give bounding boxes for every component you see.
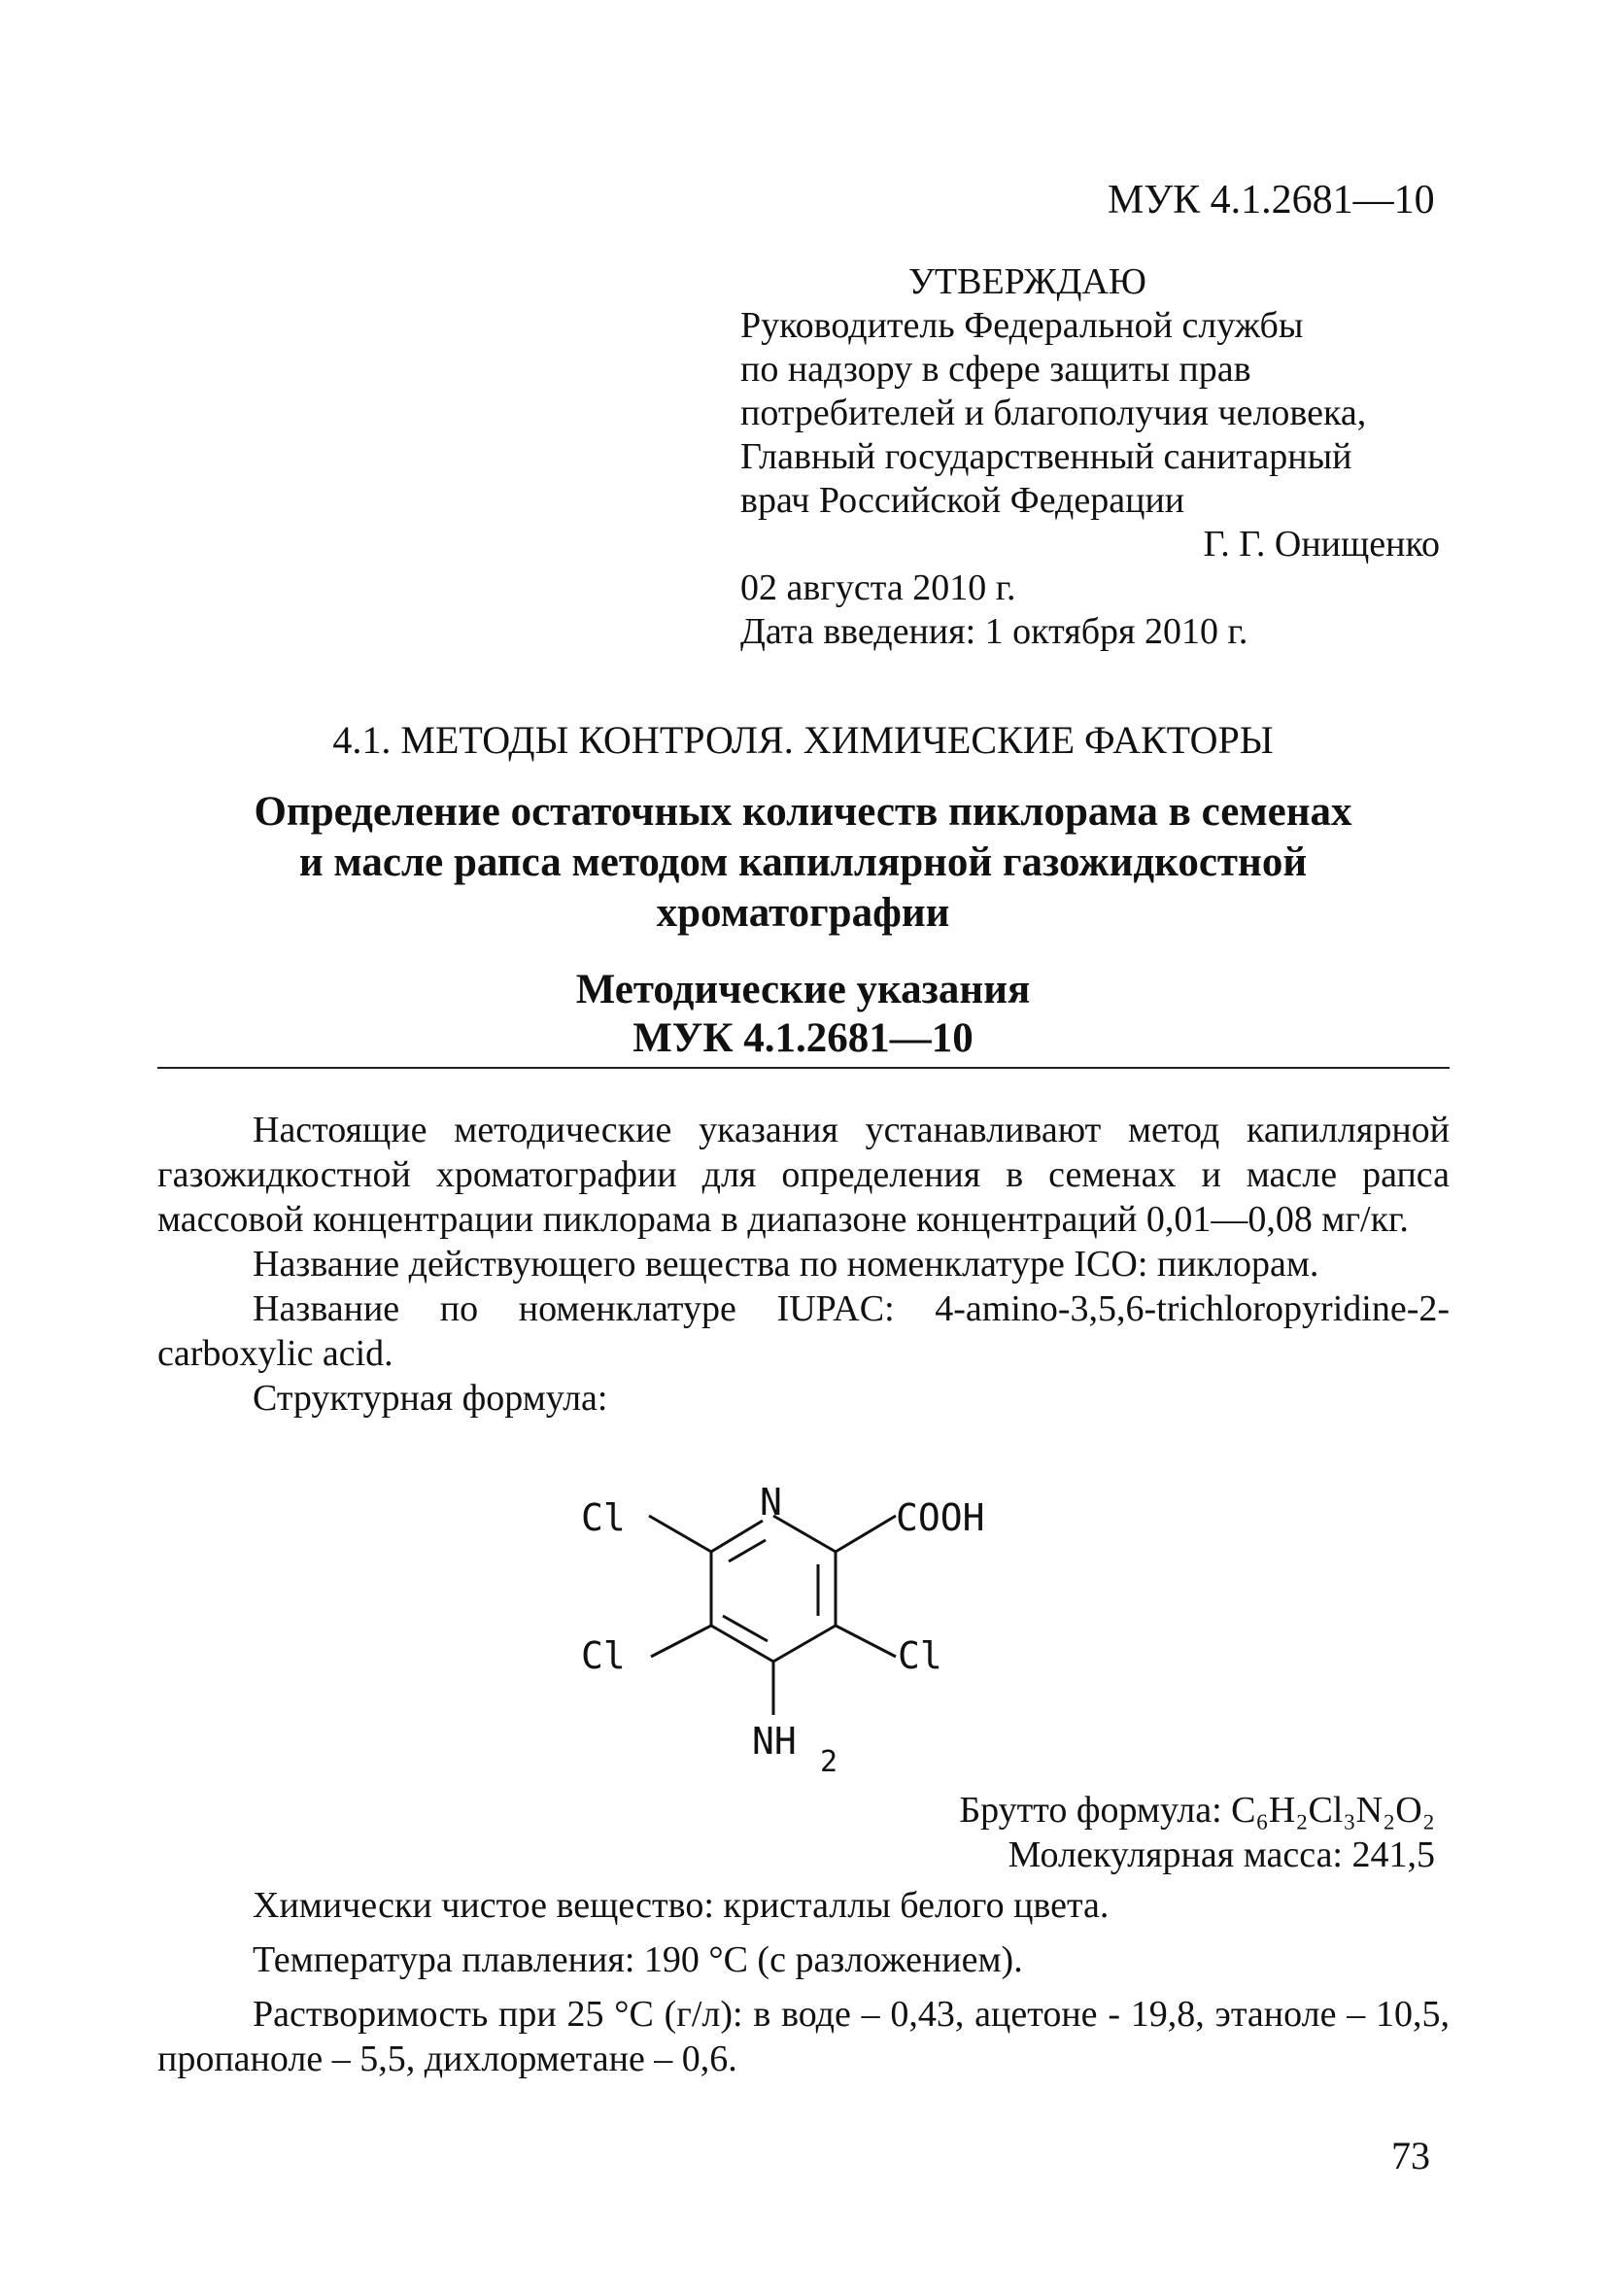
- title-line: и масле рапса методом капиллярной газожидкостной: [298, 840, 1308, 885]
- formula-block: [157, 1788, 1435, 1877]
- approval-signatory: Г. Г. Онищенко: [1203, 524, 1440, 565]
- properties-list: [157, 1883, 1450, 2091]
- approval-line: Главный государственный санитарный: [740, 436, 1352, 477]
- atom-n: N: [760, 1481, 782, 1524]
- iupac-name-paragraph: Название по номенклатуре IUPAC: 4-amino-3,5,6-trichloropyridine-2-carboxylic acid.: [157, 1288, 1450, 1374]
- molar-mass: Молекулярная масса: 241,5: [1008, 1834, 1435, 1875]
- bond: [711, 1626, 773, 1662]
- structure-label: Структурная формула:: [253, 1378, 608, 1419]
- page-number: 73: [1391, 2134, 1430, 2177]
- introduction-date: Дата введения: 1 октября 2010 г.: [740, 611, 1248, 652]
- approval-date: 02 августа 2010 г.: [740, 567, 1016, 608]
- subtitle-text: Методические указания: [575, 967, 1031, 1012]
- approval-heading: УТВЕРЖДАЮ: [908, 261, 1146, 302]
- gross-formula-value: C₆H₂Cl₃N₂O₂: [1231, 1790, 1435, 1831]
- solubility-text: Растворимость при 25 °C (г/л): в воде – 0,43, ацетоне - 19,8, этаноле – 10,5, пропаноле – 5,5, дихлорметане – 0,6.: [157, 1994, 1450, 2079]
- gross-formula-label: Брутто формула:: [959, 1790, 1222, 1831]
- subtitle-code: МУК 4.1.2681—10: [632, 1015, 974, 1061]
- group-cooh: COOH: [896, 1496, 985, 1539]
- title-line: Определение остаточных количеств пиклорама в семенах: [254, 789, 1352, 835]
- bond-cooh: [836, 1516, 896, 1552]
- intro-paragraph: Настоящие методические указания устанавливают метод капиллярной газожидкостной хроматографии для определения в семенах и масле рапса массовой концентрации пиклорама в диапазоне концентраций 0,01—0,08 мг/кг.: [157, 1110, 1450, 1240]
- appearance-text: Химически чистое вещество: кристаллы белого цвета.: [253, 1885, 1110, 1926]
- title-divider: [157, 1067, 1450, 1069]
- bond: [773, 1516, 836, 1552]
- pyridine-ring: [649, 1516, 896, 1715]
- document-code: МУК 4.1.2681—10: [1108, 178, 1435, 223]
- title-line: хроматографии: [656, 890, 950, 936]
- bond-cl-top-left: [649, 1516, 711, 1552]
- bond-cl-bottom-right: [836, 1626, 896, 1657]
- approval-block: [740, 260, 1440, 654]
- gross-formula: [157, 1788, 1435, 1833]
- approval-line: по надзору в сфере защиты прав: [740, 349, 1251, 390]
- group-cl-top-left: Cl: [581, 1496, 626, 1539]
- structural-formula: [544, 1472, 1049, 1783]
- approval-line: Руководитель Федеральной службы: [740, 305, 1304, 346]
- approval-line: врач Российской Федерации: [740, 480, 1185, 521]
- melting-point-text: Температура плавления: 190 °C (с разложением).: [253, 1939, 1023, 1980]
- group-cl-bottom-left: Cl: [581, 1634, 626, 1677]
- section-title: 4.1. МЕТОДЫ КОНТРОЛЯ. ХИМИЧЕСКИЕ ФАКТОРЫ: [332, 718, 1274, 762]
- approval-line: потребителей и благополучия человека,: [740, 393, 1367, 433]
- bond: [773, 1626, 836, 1662]
- group-nh-subscript: 2: [820, 1745, 838, 1779]
- document-title: [0, 787, 1606, 939]
- bond-cl-bottom-left: [651, 1626, 711, 1657]
- iso-name-paragraph: Название действующего вещества по номенклатуре ICO: пиклорам.: [253, 1244, 1319, 1285]
- document-subtitle: [0, 966, 1606, 1063]
- group-nh: NH: [752, 1720, 797, 1763]
- inner-double-bond: [729, 1540, 766, 1561]
- group-cl-bottom-right: Cl: [898, 1634, 942, 1677]
- body-text: [157, 1108, 1450, 1421]
